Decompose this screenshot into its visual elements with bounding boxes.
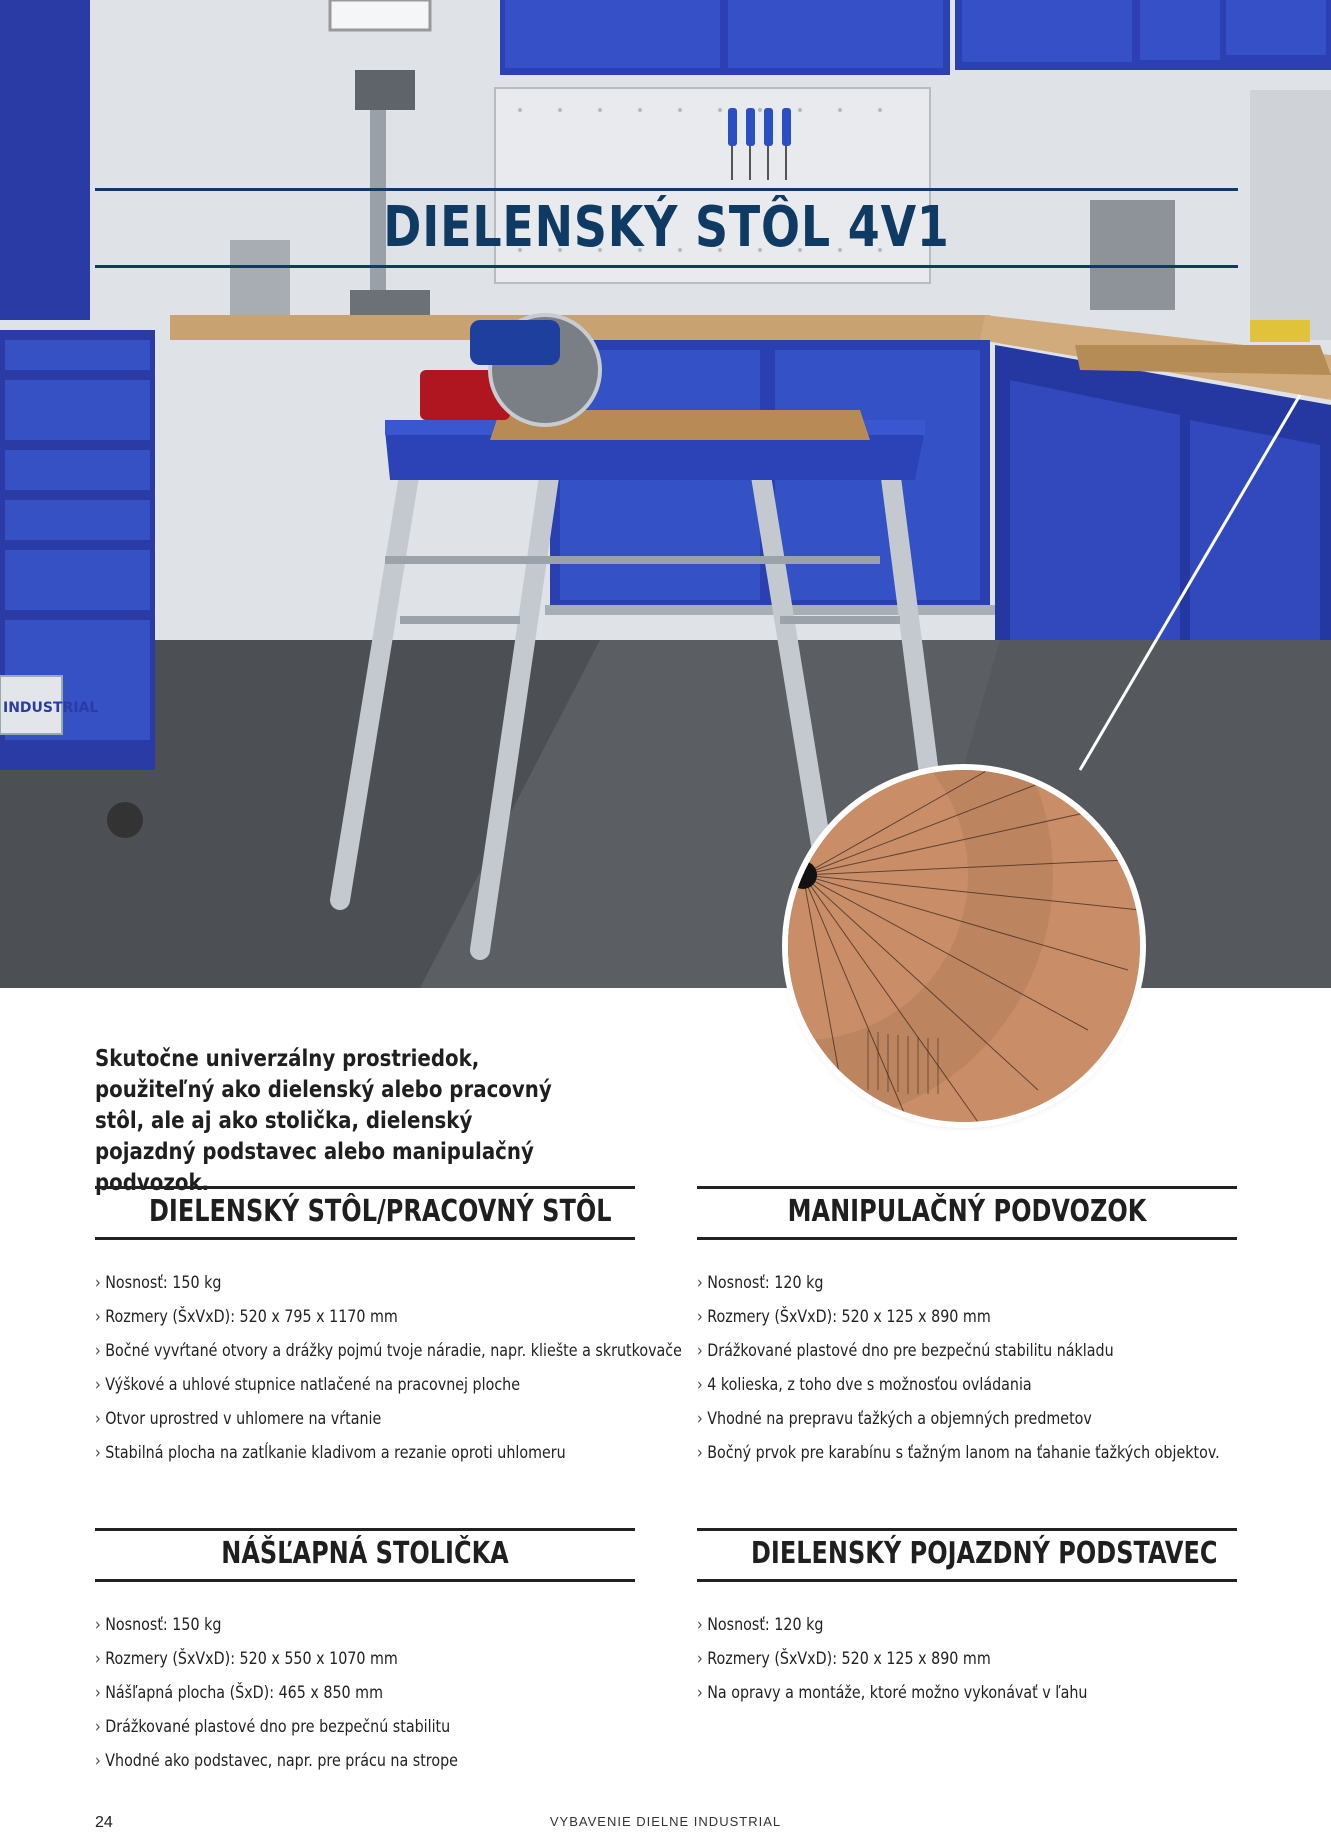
section-title: DIELENSKÝ POJAZDNÝ PODSTAVEC	[751, 1536, 1218, 1571]
section-step-stool	[95, 1528, 635, 1778]
spec-item: › Bočný prvok pre karabínu s ťažným lanom na ťahanie ťažkých objektov.	[697, 1436, 1151, 1470]
spec-item: › Nosnosť: 150 kg	[95, 1266, 549, 1300]
spec-item: › Vhodné ako podstavec, napr. pre prácu na strope	[95, 1744, 549, 1778]
section-title: DIELENSKÝ STÔL/PRACOVNÝ STÔL	[149, 1194, 612, 1229]
spec-list	[95, 1266, 682, 1470]
section-title: NÁŠĽAPNÁ STOLIČKA	[221, 1536, 509, 1571]
spec-item: › Bočné vyvŕtané otvory a drážky pojmú tvoje náradie, napr. kliešte a skrutkovače	[95, 1334, 549, 1368]
section-handling-trolley	[697, 1186, 1237, 1470]
page-title: DIELENSKÝ STÔL 4V1	[383, 195, 950, 260]
section-title: MANIPULAČNÝ PODVOZOK	[787, 1194, 1147, 1229]
intro-paragraph: Skutočne univerzálny prostriedok, použiteľný ako dielenský alebo pracovný stôl, ale aj ako stolička, dielenský pojazdný podstavec alebo manipulačný podvozok.	[95, 1046, 552, 1196]
spec-item: › 4 kolieska, z toho dve s možnosťou ovládania	[697, 1368, 1151, 1402]
title-rule-top	[95, 188, 1238, 191]
spec-item: › Výškové a uhlové stupnice natlačené na pracovnej ploche	[95, 1368, 549, 1402]
spec-list	[95, 1608, 635, 1778]
spec-item: › Nosnosť: 150 kg	[95, 1608, 549, 1642]
protractor-scale-illustration	[788, 770, 1140, 1122]
section-header	[697, 1186, 1237, 1240]
title-rule-bottom	[95, 265, 1238, 268]
spec-item: › Nášľapná plocha (ŠxD): 465 x 850 mm	[95, 1676, 549, 1710]
spec-list	[697, 1608, 1237, 1710]
spec-list	[697, 1266, 1237, 1470]
spec-item: › Na opravy a montáže, ktoré možno vykonávať v ľahu	[697, 1676, 1151, 1710]
spec-item: › Stabilná plocha na zatĺkanie kladivom a rezanie oproti uhlomeru	[95, 1436, 549, 1470]
section-creeper	[697, 1528, 1237, 1710]
footer-title: VYBAVENIE DIELNE INDUSTRIAL	[549, 1814, 782, 1829]
spec-item: › Vhodné na prepravu ťažkých a objemných predmetov	[697, 1402, 1151, 1436]
spec-item: › Rozmery (ŠxVxD): 520 x 125 x 890 mm	[697, 1300, 1151, 1334]
spec-item: › Rozmery (ŠxVxD): 520 x 125 x 890 mm	[697, 1642, 1151, 1676]
spec-item: › Rozmery (ŠxVxD): 520 x 795 x 1170 mm	[95, 1300, 549, 1334]
title-band	[95, 188, 1238, 268]
page-number: 24	[95, 1814, 113, 1831]
protractor-detail-magnifier	[788, 770, 1140, 1122]
section-header	[95, 1186, 635, 1240]
section-header	[697, 1528, 1237, 1582]
section-header	[95, 1528, 635, 1582]
spec-item: › Rozmery (ŠxVxD): 520 x 550 x 1070 mm	[95, 1642, 549, 1676]
spec-item: › Nosnosť: 120 kg	[697, 1266, 1151, 1300]
section-workbench	[95, 1186, 682, 1470]
spec-item: › Otvor uprostred v uhlomere na vŕtanie	[95, 1402, 549, 1436]
spec-item: › Drážkované plastové dno pre bezpečnú stabilitu	[95, 1710, 549, 1744]
spec-item: › Drážkované plastové dno pre bezpečnú stabilitu nákladu	[697, 1334, 1151, 1368]
chest-label: INDUSTRIAL	[3, 700, 99, 716]
spec-item: › Nosnosť: 120 kg	[697, 1608, 1151, 1642]
